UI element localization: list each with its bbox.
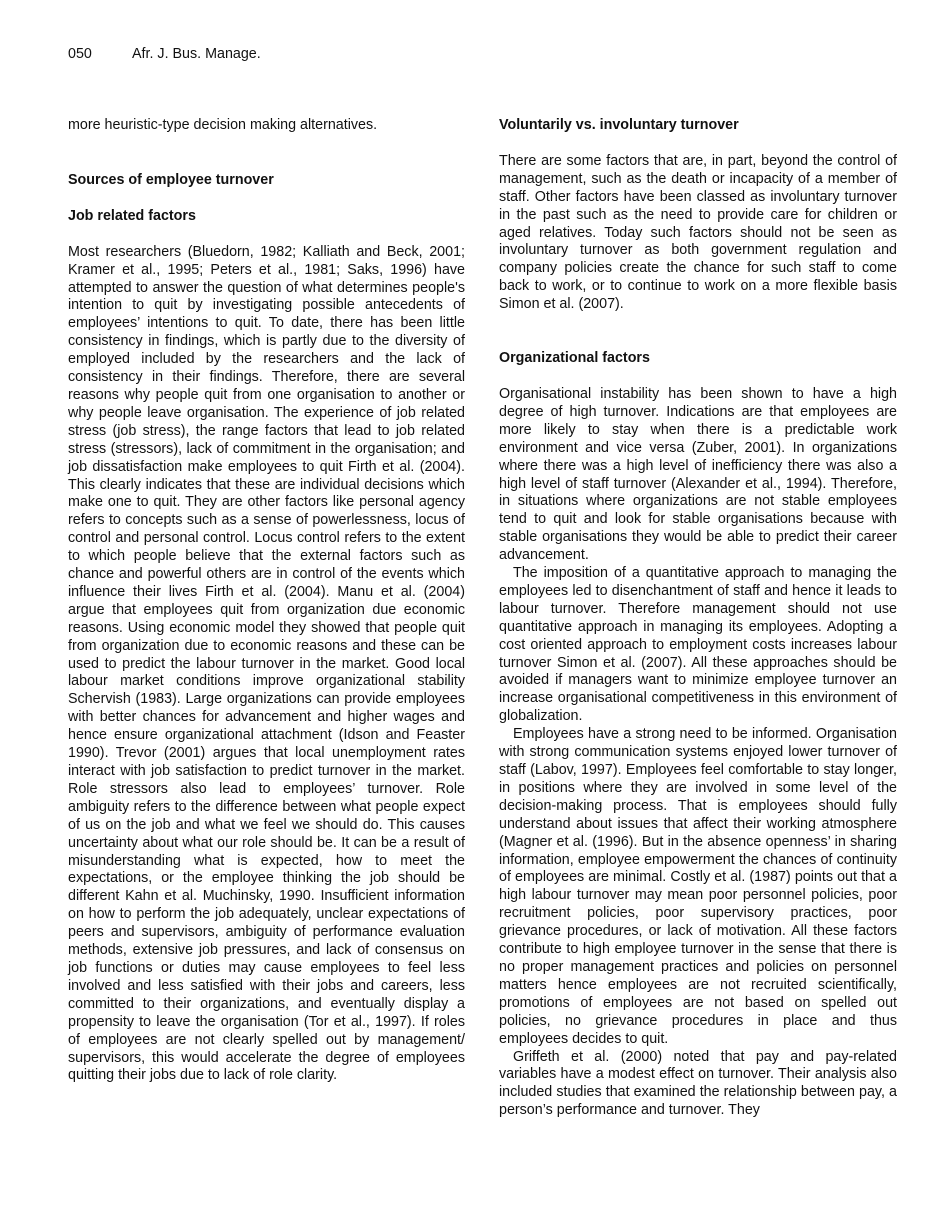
- paragraph-organizational-2: The imposition of a quantitative approach to managing the employees led to disenchantment of staff and hence it leads to labour turnover. Therefore management should not use quantitative approach in managing its employees. Adopting a cost oriented approach to employment costs increases labour turnover Simon et al. (2007). All these approaches should be avoided if managers want to minimize employee turnover an increase organisational competitiveness in this environment of globalization.: [499, 565, 897, 725]
- paragraph-organizational-4: Griffeth et al. (2000) noted that pay and pay-related variables have a modest effect on turnover. Their analysis also included studies that examined the relationship between pay, a person’s performance and turnover. They: [499, 1048, 897, 1119]
- page-number: 050: [68, 46, 92, 62]
- running-header: [68, 46, 261, 62]
- heading-organizational-factors: Organizational factors: [499, 350, 650, 367]
- journal-name: Afr. J. Bus. Manage.: [132, 46, 261, 62]
- left-column: [68, 117, 465, 1085]
- heading-voluntary-turnover: Voluntarily vs. involuntary turnover: [499, 117, 739, 133]
- paragraph-organizational-1: Organisational instability has been shown to have a high degree of high turnover. Indications are that employees are more likely to stay when there is a predictable work environment and vice versa (Zuber, 2001). In organizations where there was a high level of inefficiency there was also a high level of staff turnover (Alexander et al., 1994). Therefore, in situations where organizations are not stable employees tend to quit and look for stable organisations because with stable organisations they would be able to predict their career advancement.: [499, 385, 897, 564]
- heading-job-related-factors: Job related factors: [68, 207, 196, 224]
- right-column: [499, 117, 897, 1120]
- paragraph-job-related-factors: Most researchers (Bluedorn, 1982; Kalliath and Beck, 2001; Kramer et al., 1995; Peters et al., 1981; Saks, 1996) have attempted to answer the question of what determines people's intention to quit by investigating possible antecedents of employees’ intentions to quit. To date, there has been little consistency in findings, which is partly due to the diversity of employed included by the researchers and the lack of consistency in their findings. Therefore, there are several reasons why people quit from one organisation to another or why people leave organisation. The experience of job related stress (job stress), the range factors that lead to job related stress (stressors), lack of commitment in the organisation; and job dissatisfaction make employees to quit Firth et al. (2004). This clearly indicates that these are individual decisions which make one to quit. They are other factors like personal agency refers to concepts such as a sense of powerlessness, locus of control and personal control. Locus control refers to the extent to which people believe that the external factors such as chance and powerful others are in control of the events which influence their lives Firth et al. (2004). Manu et al. (2004) argue that employees quit from organization due economic reasons. Using economic model they showed that people quit from organization due to economic reasons and these can be used to predict the labour turnover in the market. Good local labour market conditions improve organizational stability Schervish (1983). Large organizations can provide employees with better chances for advancement and higher wages and hence ensure organizational attachment (Idson and Feaster 1990). Trevor (2001) argues that local unemployment rates interact with job satisfaction to predict turnover in the market. Role stressors also lead to employees’ turnover. Role ambiguity refers to the difference between what people expect of us on the job and what we feel we should do. This causes uncertainty about what our role should be. It can be a result of misunderstanding what is expected, how to meet the expectations, or the employee thinking the job should be different Kahn et al. Muchinsky, 1990. Insufficient information on how to perform the job adequately, unclear expectations of peers and supervisors, ambiguity of performance evaluation methods, extensive job pressures, and lack of consensus on job functions or duties may cause employees to feel less involved and less satisfied with their jobs and careers, less committed to their organizations, and eventually display a propensity to leave the organisation (Tor et al., 1997). If roles of employees are not clearly spelled out by management/ supervisors, this would accelerate the degree of employees quitting their jobs due to lack of role clarity.: [68, 243, 465, 1084]
- heading-sources-of-turnover: Sources of employee turnover: [68, 171, 274, 188]
- paragraph-voluntary-turnover: There are some factors that are, in part, beyond the control of management, such as the death or incapacity of a member of staff. Other factors have been classed as involuntary turnover in the past such as the need to provide care for children or aged relatives. Today such factors should not be seen as involuntary turnover as both government regulation and company policies create the chance for such staff to come back to work, or to continue to work on a more flexible basis Simon et al. (2007).: [499, 152, 897, 313]
- intro-text: more heuristic-type decision making alternatives.: [68, 117, 378, 133]
- paragraph-organizational-3: Employees have a strong need to be informed. Organisation with strong communication systems enjoyed lower turnover of staff (Labov, 1997). Employees feel comfortable to stay longer, in positions where they are involved in some level of the decision-making process. That is employees should fully understand about issues that affect their working atmosphere (Magner et al. (1996). But in the absence openness’ in sharing information, employee empowerment the chances of continuity of employees are minimal. Costly et al. (1987) points out that a high labour turnover may mean poor personnel policies, poor recruitment policies, poor supervisory practices, poor grievance procedures, or lack of motivation. All these factors contribute to high employee turnover in the sense that there is no proper management practices and policies on personnel matters hence employees are not recruited scientifically, promotions of employees are not based on spelled out policies, no grievance procedures in place and thus employees decides to quit.: [499, 726, 897, 1047]
